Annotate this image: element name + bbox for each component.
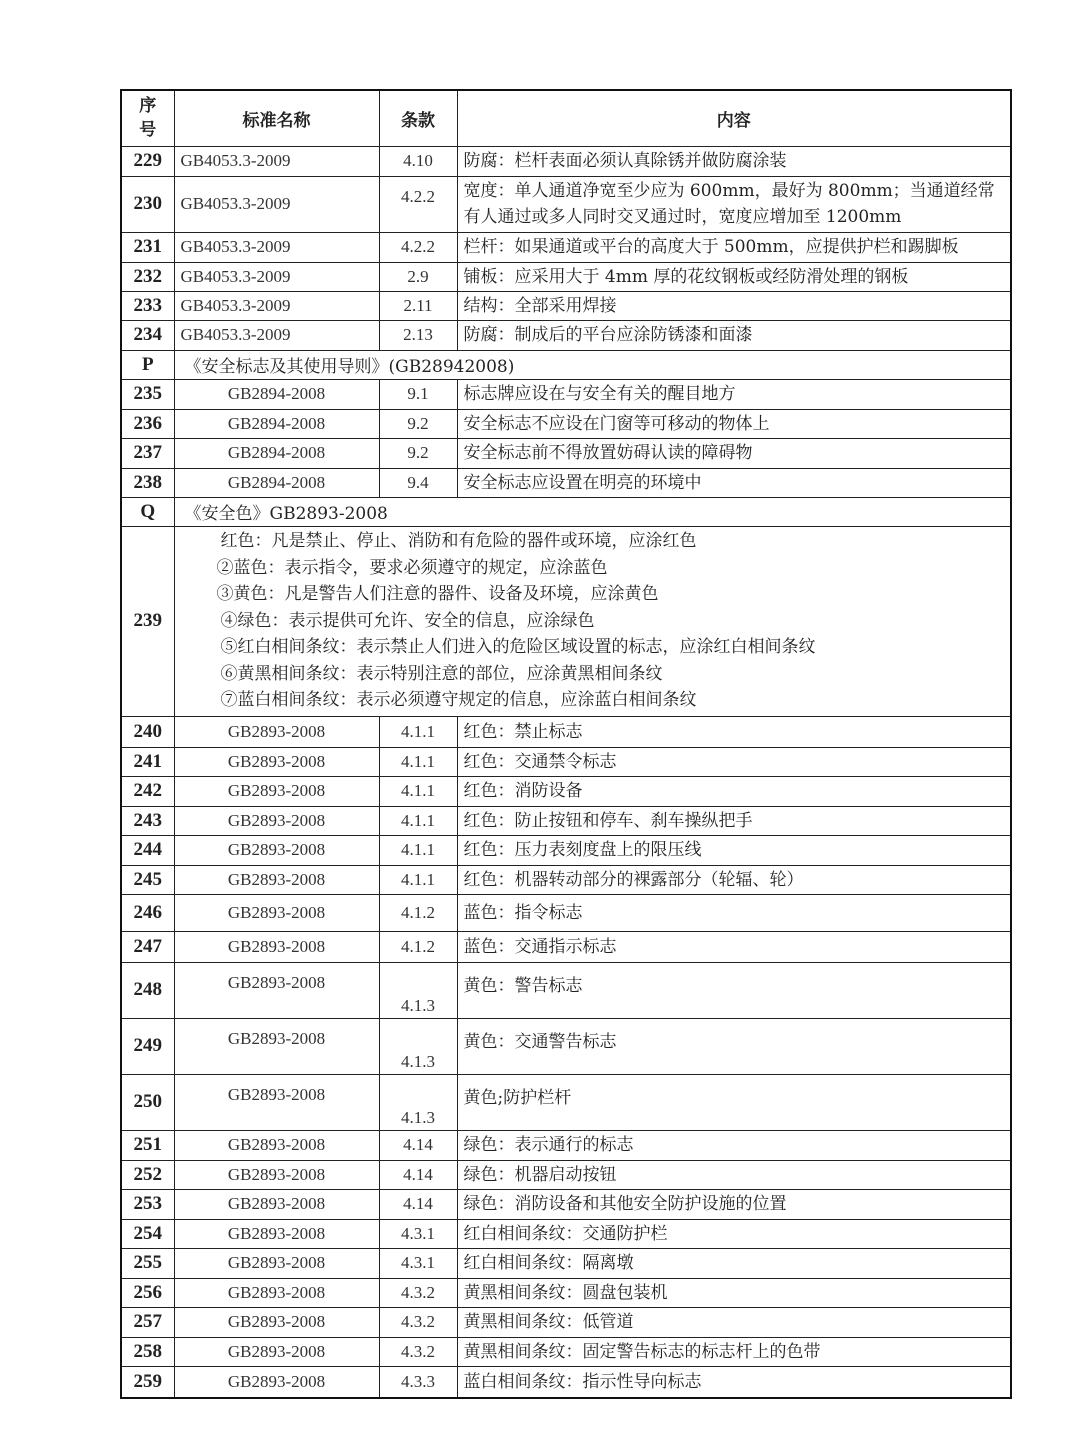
content: 蓝白相间条纹：指示性导向标志 (457, 1366, 1011, 1398)
section-row-p (121, 350, 1011, 379)
content: 红色：消防设备 (457, 776, 1011, 806)
standard-name: GB2893-2008 (174, 1366, 379, 1398)
row-number: 245 (121, 865, 174, 894)
row-number: 253 (121, 1189, 174, 1219)
content: 标志牌应设在与安全有关的醒目地方 (457, 379, 1011, 409)
row-number: 239 (121, 526, 174, 716)
header-content: 内容 (457, 90, 1011, 146)
section-title: 《安全色》GB2893-2008 (174, 497, 1011, 526)
content: 蓝色：交通指示标志 (457, 931, 1011, 962)
section-code: Q (121, 497, 174, 526)
standard-name: GB2893-2008 (174, 747, 379, 776)
table-row (121, 962, 1011, 1018)
list-item: ⑤红白相间条纹：表示禁止人们进入的危险区域设置的标志，应涂红白相间条纹 (220, 637, 816, 658)
standard-name: GB2893-2008 (174, 1248, 379, 1278)
table-row (121, 865, 1011, 894)
row-number: 232 (121, 262, 174, 291)
standard-name: GB2894-2008 (174, 438, 379, 468)
row-number: 238 (121, 468, 174, 497)
content: 蓝色：指令标志 (457, 894, 1011, 931)
section-row-q (121, 497, 1011, 526)
content: 安全标志应设置在明亮的环境中 (457, 468, 1011, 497)
standard-name: GB2894-2008 (174, 379, 379, 409)
clause: 9.1 (379, 379, 457, 409)
content: 绿色：机器启动按钮 (457, 1160, 1011, 1189)
content: 宽度：单人通道净宽至少应为 600mm，最好为 800mm；当通道经常有人通过或多人同时交叉通过时，宽度应增加至 1200mm (457, 176, 1011, 232)
standard-name: GB2893-2008 (174, 962, 379, 1018)
content: 红白相间条纹：交通防护栏 (457, 1219, 1011, 1248)
table-row (121, 1248, 1011, 1278)
content: 红色：交通禁令标志 (457, 747, 1011, 776)
table-row-239 (121, 526, 1011, 716)
table-row (121, 379, 1011, 409)
clause: 4.3.2 (379, 1278, 457, 1307)
clause: 4.1.3 (379, 1018, 457, 1074)
row-number: 234 (121, 320, 174, 350)
clause: 4.3.1 (379, 1219, 457, 1248)
clause: 4.1.1 (379, 835, 457, 865)
table-row (121, 1018, 1011, 1074)
table-row (121, 1189, 1011, 1219)
standard-name: GB2893-2008 (174, 1307, 379, 1337)
content: 红白相间条纹：隔离墩 (457, 1248, 1011, 1278)
standard-name: GB4053.3-2009 (174, 291, 379, 320)
standard-name: GB2894-2008 (174, 409, 379, 438)
table-row (121, 806, 1011, 835)
table-row (121, 146, 1011, 176)
clause: 4.1.1 (379, 747, 457, 776)
table-row (121, 438, 1011, 468)
clause: 9.4 (379, 468, 457, 497)
standard-name: GB2893-2008 (174, 806, 379, 835)
clause: 4.1.1 (379, 776, 457, 806)
standard-name: GB4053.3-2009 (174, 146, 379, 176)
header-standard-name: 标准名称 (174, 90, 379, 146)
table-row (121, 1074, 1011, 1130)
standard-name: GB4053.3-2009 (174, 262, 379, 291)
clause: 4.3.3 (379, 1366, 457, 1398)
clause: 2.9 (379, 262, 457, 291)
row-number: 233 (121, 291, 174, 320)
row-number: 255 (121, 1248, 174, 1278)
list-item: 红色：凡是禁止、停止、消防和有危险的器件或环境，应涂红色 (220, 531, 697, 552)
content: 黄黑相间条纹：圆盘包装机 (457, 1278, 1011, 1307)
table-row (121, 931, 1011, 962)
row-number: 241 (121, 747, 174, 776)
row-number: 251 (121, 1130, 174, 1160)
content: 防腐：栏杆表面必须认真除锈并做防腐涂装 (457, 146, 1011, 176)
table-row (121, 1307, 1011, 1337)
clause: 4.1.1 (379, 865, 457, 894)
list-item: ⑦蓝白相间条纹：表示必须遵守规定的信息，应涂蓝白相间条纹 (220, 690, 697, 711)
standard-name: GB2893-2008 (174, 776, 379, 806)
row-number: 230 (121, 176, 174, 232)
standard-name: GB2894-2008 (174, 468, 379, 497)
list-item: ④绿色：表示提供可允许、安全的信息，应涂绿色 (220, 610, 595, 631)
content: 绿色：消防设备和其他安全防护设施的位置 (457, 1189, 1011, 1219)
row-number: 229 (121, 146, 174, 176)
row-number: 257 (121, 1307, 174, 1337)
content: 安全标志不应设在门窗等可移动的物体上 (457, 409, 1011, 438)
clause: 4.1.1 (379, 806, 457, 835)
table-row (121, 291, 1011, 320)
row-number: 248 (121, 962, 174, 1018)
clause: 4.1.2 (379, 931, 457, 962)
table-row (121, 232, 1011, 262)
standard-name: GB2893-2008 (174, 1160, 379, 1189)
table-row (121, 176, 1011, 232)
clause: 4.1.1 (379, 716, 457, 747)
standard-name: GB2893-2008 (174, 894, 379, 931)
standard-name: GB2893-2008 (174, 1018, 379, 1074)
table-row (121, 1160, 1011, 1189)
standard-name: GB4053.3-2009 (174, 176, 379, 232)
table-row (121, 409, 1011, 438)
row-number: 250 (121, 1074, 174, 1130)
clause: 4.2.2 (379, 176, 457, 232)
clause: 9.2 (379, 438, 457, 468)
standard-name: GB2893-2008 (174, 1278, 379, 1307)
row-number: 236 (121, 409, 174, 438)
standard-name: GB2893-2008 (174, 1074, 379, 1130)
row-number: 235 (121, 379, 174, 409)
clause: 2.13 (379, 320, 457, 350)
content: 铺板：应采用大于 4mm 厚的花纹钢板或经防滑处理的钢板 (457, 262, 1011, 291)
row-number: 249 (121, 1018, 174, 1074)
clause: 9.2 (379, 409, 457, 438)
row-number: 243 (121, 806, 174, 835)
row-number: 247 (121, 931, 174, 962)
row-number: 258 (121, 1337, 174, 1366)
clause: 2.11 (379, 291, 457, 320)
row-number: 252 (121, 1160, 174, 1189)
clause: 4.10 (379, 146, 457, 176)
table-row (121, 468, 1011, 497)
table-row (121, 1337, 1011, 1366)
row-number: 240 (121, 716, 174, 747)
row-number: 254 (121, 1219, 174, 1248)
clause: 4.1.2 (379, 894, 457, 931)
section-title: 《安全标志及其使用导则》(GB28942008) (174, 350, 1011, 379)
standard-name: GB4053.3-2009 (174, 320, 379, 350)
content: 黄色：警告标志 (457, 962, 1011, 1018)
table-row (121, 716, 1011, 747)
table-row (121, 1366, 1011, 1398)
content: 安全标志前不得放置妨碍认读的障碍物 (457, 438, 1011, 468)
table-header-row (121, 90, 1011, 146)
header-no: 序号 (121, 90, 174, 146)
list-item: ②蓝色：表示指令，要求必须遵守的规定，应涂蓝色 (216, 557, 608, 578)
standard-name: GB2893-2008 (174, 1189, 379, 1219)
standards-table (120, 89, 1012, 1399)
row-number: 244 (121, 835, 174, 865)
standard-name: GB2893-2008 (174, 1219, 379, 1248)
content: 防腐：制成后的平台应涂防锈漆和面漆 (457, 320, 1011, 350)
content: 黄黑相间条纹：固定警告标志的标志杆上的色带 (457, 1337, 1011, 1366)
table-row (121, 1130, 1011, 1160)
table-row (121, 262, 1011, 291)
content: 红色：机器转动部分的裸露部分（轮辐、轮） (457, 865, 1011, 894)
safety-color-list (174, 526, 1011, 716)
content: 黄色：交通警告标志 (457, 1018, 1011, 1074)
table-row (121, 747, 1011, 776)
clause: 4.3.2 (379, 1337, 457, 1366)
clause: 4.1.3 (379, 962, 457, 1018)
content: 黄黑相间条纹：低管道 (457, 1307, 1011, 1337)
clause: 4.14 (379, 1130, 457, 1160)
row-number: 242 (121, 776, 174, 806)
standard-name: GB2893-2008 (174, 865, 379, 894)
standard-name: GB2893-2008 (174, 1337, 379, 1366)
content: 结构：全部采用焊接 (457, 291, 1011, 320)
standard-name: GB2893-2008 (174, 835, 379, 865)
content: 栏杆：如果通道或平台的高度大于 500mm，应提供护栏和踢脚板 (457, 232, 1011, 262)
content: 黄色;防护栏杆 (457, 1074, 1011, 1130)
table-row (121, 1278, 1011, 1307)
clause: 4.14 (379, 1160, 457, 1189)
standard-name: GB2893-2008 (174, 716, 379, 747)
clause: 4.14 (379, 1189, 457, 1219)
table-row (121, 894, 1011, 931)
list-item: ⑥黄黑相间条纹：表示特别注意的部位，应涂黄黑相间条纹 (220, 663, 663, 684)
standard-name: GB4053.3-2009 (174, 232, 379, 262)
row-number: 246 (121, 894, 174, 931)
table-row (121, 1219, 1011, 1248)
clause: 4.2.2 (379, 232, 457, 262)
content: 绿色：表示通行的标志 (457, 1130, 1011, 1160)
standard-name: GB2893-2008 (174, 1130, 379, 1160)
header-clause: 条款 (379, 90, 457, 146)
section-code: P (121, 350, 174, 379)
row-number: 259 (121, 1366, 174, 1398)
row-number: 237 (121, 438, 174, 468)
content: 红色：压力表刻度盘上的限压线 (457, 835, 1011, 865)
content: 红色：禁止标志 (457, 716, 1011, 747)
table-row (121, 835, 1011, 865)
row-number: 256 (121, 1278, 174, 1307)
clause: 4.3.2 (379, 1307, 457, 1337)
row-number: 231 (121, 232, 174, 262)
table-row (121, 776, 1011, 806)
table-row (121, 320, 1011, 350)
standard-name: GB2893-2008 (174, 931, 379, 962)
content: 红色：防止按钮和停车、刹车操纵把手 (457, 806, 1011, 835)
clause: 4.3.1 (379, 1248, 457, 1278)
list-item: ③黄色：凡是警告人们注意的器件、设备及环境，应涂黄色 (216, 584, 659, 605)
clause: 4.1.3 (379, 1074, 457, 1130)
